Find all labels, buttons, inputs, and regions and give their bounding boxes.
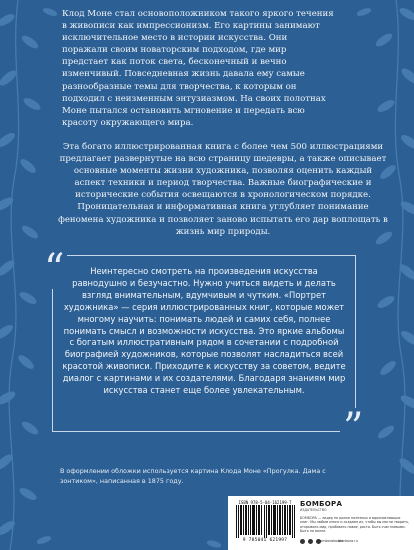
description-paragraph: Эта богато иллюстрированная книга с более чем 500 иллюстрациями предлагает развернутые на всю страницу шедевры, а также описывает основные моменты жизни художника, позволяя оценить каждый аспект техники и период творчества. Важные биографические и исторические события освещаются в хронологическом порядке. Проницательная и информативная книга углубляет понимание феномена художника и позволяет заново испытать его дар воплощать в жизнь мир природы. — [58, 142, 388, 237]
series-quote-text: Неинтересно смотреть на произведения искусства равнодушно и безучастно. Нужно учиться видеть и делать взгляд внимательным, вдумчивым и чутким. «Портрет художника» — серия иллюстрированных книг, которые может многому научить: понимать людей и самих себя, полнее понимать смысл и возможности искусства. Это яркие альбомы с богатым иллюстративным рядом в сочетании с подробной биографией художников, которые позволят насладиться всей красотой живописи. Приходите к искусству за советом, ведите диалог с картинами и их создателями. Благодаря знаниям мир искусства станет еще более увлекательным. — [62, 266, 346, 396]
publisher-logo: БОМБОРА — [300, 500, 343, 508]
isbn-label: ISBN 978-5-04-162199-7 — [238, 500, 292, 505]
intro-paragraph: Клод Моне стал основоположником такого яркого течения в живописи как импрессионизм. Его картины занимают исключительное место в истории искусства. Они поражали своим новаторским подходом, где мир предстает как поток света, бесконечный и вечно изменчивый. Повседневная жизнь давала ему самые разнообразные темы для творчества, к которым он подходил с неизменным энтузиазмом. На своих полотнах Моне пытался остановить мгновение и передать всю красоту окружающего мира. — [62, 9, 334, 128]
barcode-icon — [234, 505, 296, 538]
quote-open-mark: “ — [41, 249, 67, 289]
social-network-icon — [308, 539, 313, 544]
social-network-icon — [300, 539, 305, 544]
quote-close-mark: ” — [340, 408, 366, 448]
cover-art-caption: В оформлении обложки используется картина Клода Моне «Прогулка. Дама с зонтиком», написанная в 1875 году. — [60, 467, 326, 485]
publisher-tagline: БОМБОРА — лидер на рынке полезных и вдохновляющих книг. Мы любим книги и создаем их, чтобы вы могли творить, открывать мир, пробовать новое, расти. Быть счастливыми. Быть на волне. — [300, 516, 409, 533]
publisher-logo-subtitle: ИЗДАТЕЛЬСТВО — [300, 508, 327, 512]
barcode-digits: 9 785041 621997 — [242, 538, 288, 543]
barcode-block — [234, 500, 296, 546]
publisher-website: bombora.ru — [338, 539, 358, 543]
publisher-social-handle: bomborabooks — [318, 539, 344, 543]
